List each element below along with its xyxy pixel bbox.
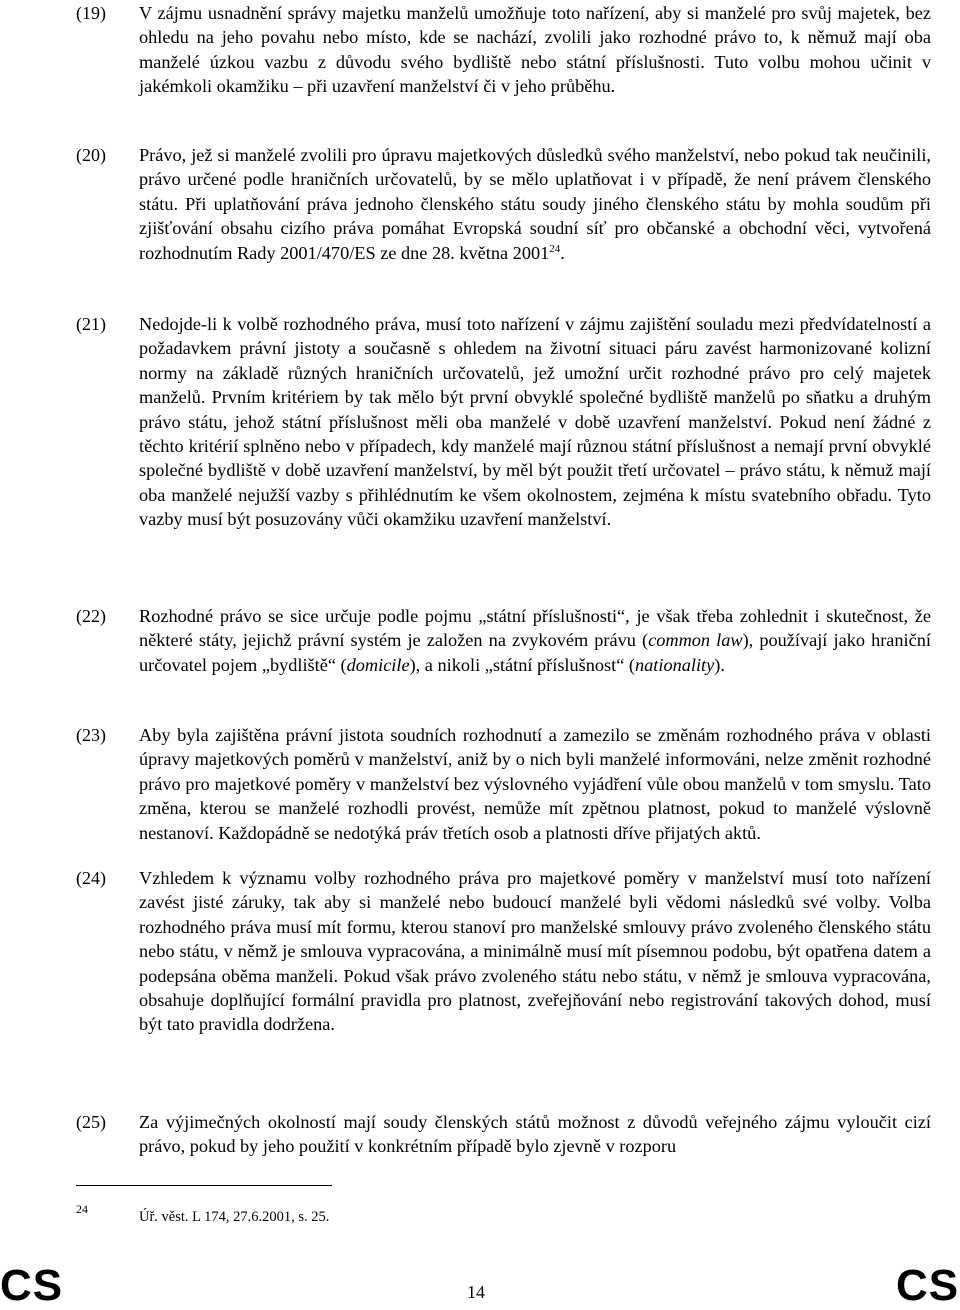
recital-text: V zájmu usnadnění správy majetku manželů umožňuje toto nařízení, aby si manželé pro svůj majetek, bez ohledu na jeho povahu nebo místo, kde se nachází, zvolili jako rozhodné právo to, k němuž mají oba manželé úzkou vazbu z důvodu svého bydliště nebo státní příslušnosti. Tuto volbu mohou učinit v jakémkoli okamžiku – při uzavření manželství či v jeho průběhu. [139, 3, 931, 97]
recital-number: (24) [76, 868, 106, 888]
recital-text-part: Rozhodné právo se sice určuje podle pojmu „státní příslušnosti“, je však třeba zohlednit i skutečnost, že některé státy, jejichž právní systém je založen na zvykovém právu ( [139, 606, 931, 651]
recital-text-part: ). [714, 654, 725, 675]
recital-text-part: Právo, jež si manželé zvolili pro úpravu majetkových důsledků svého manželství, nebo pokud tak neučinili, právo určené podle hraničních určovatelů, by se mělo uplatňovat i v případě, že není právem členského státu. Při uplatňování práva jednoho členského státu soudy jiného členského státu by mohla soudům při zjišťování obsahu cizího práva pomáhat Evropská soudní síť pro občanské a obchodní věci, vytvořená rozhodnutím Rady 2001/470/ES ze dne 28. května 2001 [139, 145, 931, 263]
recital-number: (20) [76, 145, 106, 165]
recital-text [139, 143, 931, 265]
footnote-separator [76, 1185, 332, 1186]
recital-number: (23) [76, 725, 106, 745]
recital-number: (25) [76, 1112, 106, 1132]
recital-text-part: ), a nikoli „státní příslušnost“ ( [409, 654, 636, 675]
recital-number: (19) [76, 3, 106, 23]
recital-text [139, 604, 931, 677]
footer-language-left: CS [0, 1261, 64, 1310]
italic-term: nationality [635, 654, 715, 675]
italic-term: domicile [346, 654, 410, 675]
footnote-number: 24 [76, 1202, 88, 1216]
footer-language-right: CS [896, 1261, 960, 1310]
recital-text: Aby byla zajištěna právní jistota soudních rozhodnutí a zamezilo se změnám rozhodného práva v oblasti úpravy majetkových poměrů v manželství, aniž by o nich byli manželé informováni, nelze změnit rozhodné právo pro majetkové poměry v manželství bez výslovného vyjádření vůle obou manželů v tom smyslu. Tato změna, kterou se manželé rozhodli provést, nemůže mít zpětnou platnost, pokud to manželé výslovně nestanoví. Každopádně se nedotýká práv třetích osob a platnosti dříve přijatých aktů. [139, 725, 931, 843]
page-number: 14 [467, 1282, 485, 1302]
recital-text: Nedojde-li k volbě rozhodného práva, musí toto nařízení v zájmu zajištění souladu mezi předvídatelností a požadavkem právní jistoty a současně s ohledem na životní situaci páru zavést harmonizované kolizní normy na základě různých hraničních určovatelů, jež umožní určit rozhodné právo pro celý majetek manželů. Prvním kritériem by tak mělo být první obvyklé společné bydliště manželů po sňatku a druhým právo státu, jehož státní příslušnost měli oba manželé v době uzavření manželství. Pokud není žádné z těchto kritérií splněno nebo v případech, kdy manželé mají různou státní příslušnost a nemají první obvyklé společné bydliště v době uzavření manželství, by měl být použit třetí určovatel – právo státu, k němuž mají oba manželé nejužší vazby s přihlédnutím ke všem okolnostem, zejména k místu svatebního obřadu. Tyto vazby musí být posuzovány vůči okamžiku uzavření manželství. [139, 314, 931, 530]
recital-number: (21) [76, 314, 106, 334]
footnote-reference[interactable]: 24 [549, 242, 561, 255]
recital-text-part: ), používají jako hraniční určovatel pojem „bydliště“ ( [139, 630, 931, 675]
recital-text-part: . [560, 242, 565, 263]
italic-term: common law [648, 630, 743, 651]
recital-number: (22) [76, 606, 106, 626]
recital-text: Vzhledem k významu volby rozhodného práva pro majetkové poměry v manželství musí toto nařízení zavést jisté záruky, tak aby si manželé nebo budoucí manželé byli vědomi následků své volby. Volba rozhodného práva musí mít formu, kterou stanoví pro manželské smlouvy právo zvoleného členského státu nebo státu, v němž je smlouva vypracována, a minimálně musí mít písemnou podobu, být opatřena datem a podepsána oběma manželi. Pokud však právo zvoleného státu nebo státu, v němž je smlouva vypracována, obsahuje doplňující formální pravidla pro platnost, zveřejňování nebo registrování takových dohod, musí být tato pravidla dodržena. [139, 868, 931, 1035]
footnote-text: Úř. věst. L 174, 27.6.2001, s. 25. [139, 1209, 330, 1225]
recital-text: Za výjimečných okolností mají soudy členských států možnost z důvodů veřejného zájmu vyloučit cizí právo, pokud by jeho použití v konkrétním případě bylo zjevně v rozporu [139, 1112, 931, 1157]
